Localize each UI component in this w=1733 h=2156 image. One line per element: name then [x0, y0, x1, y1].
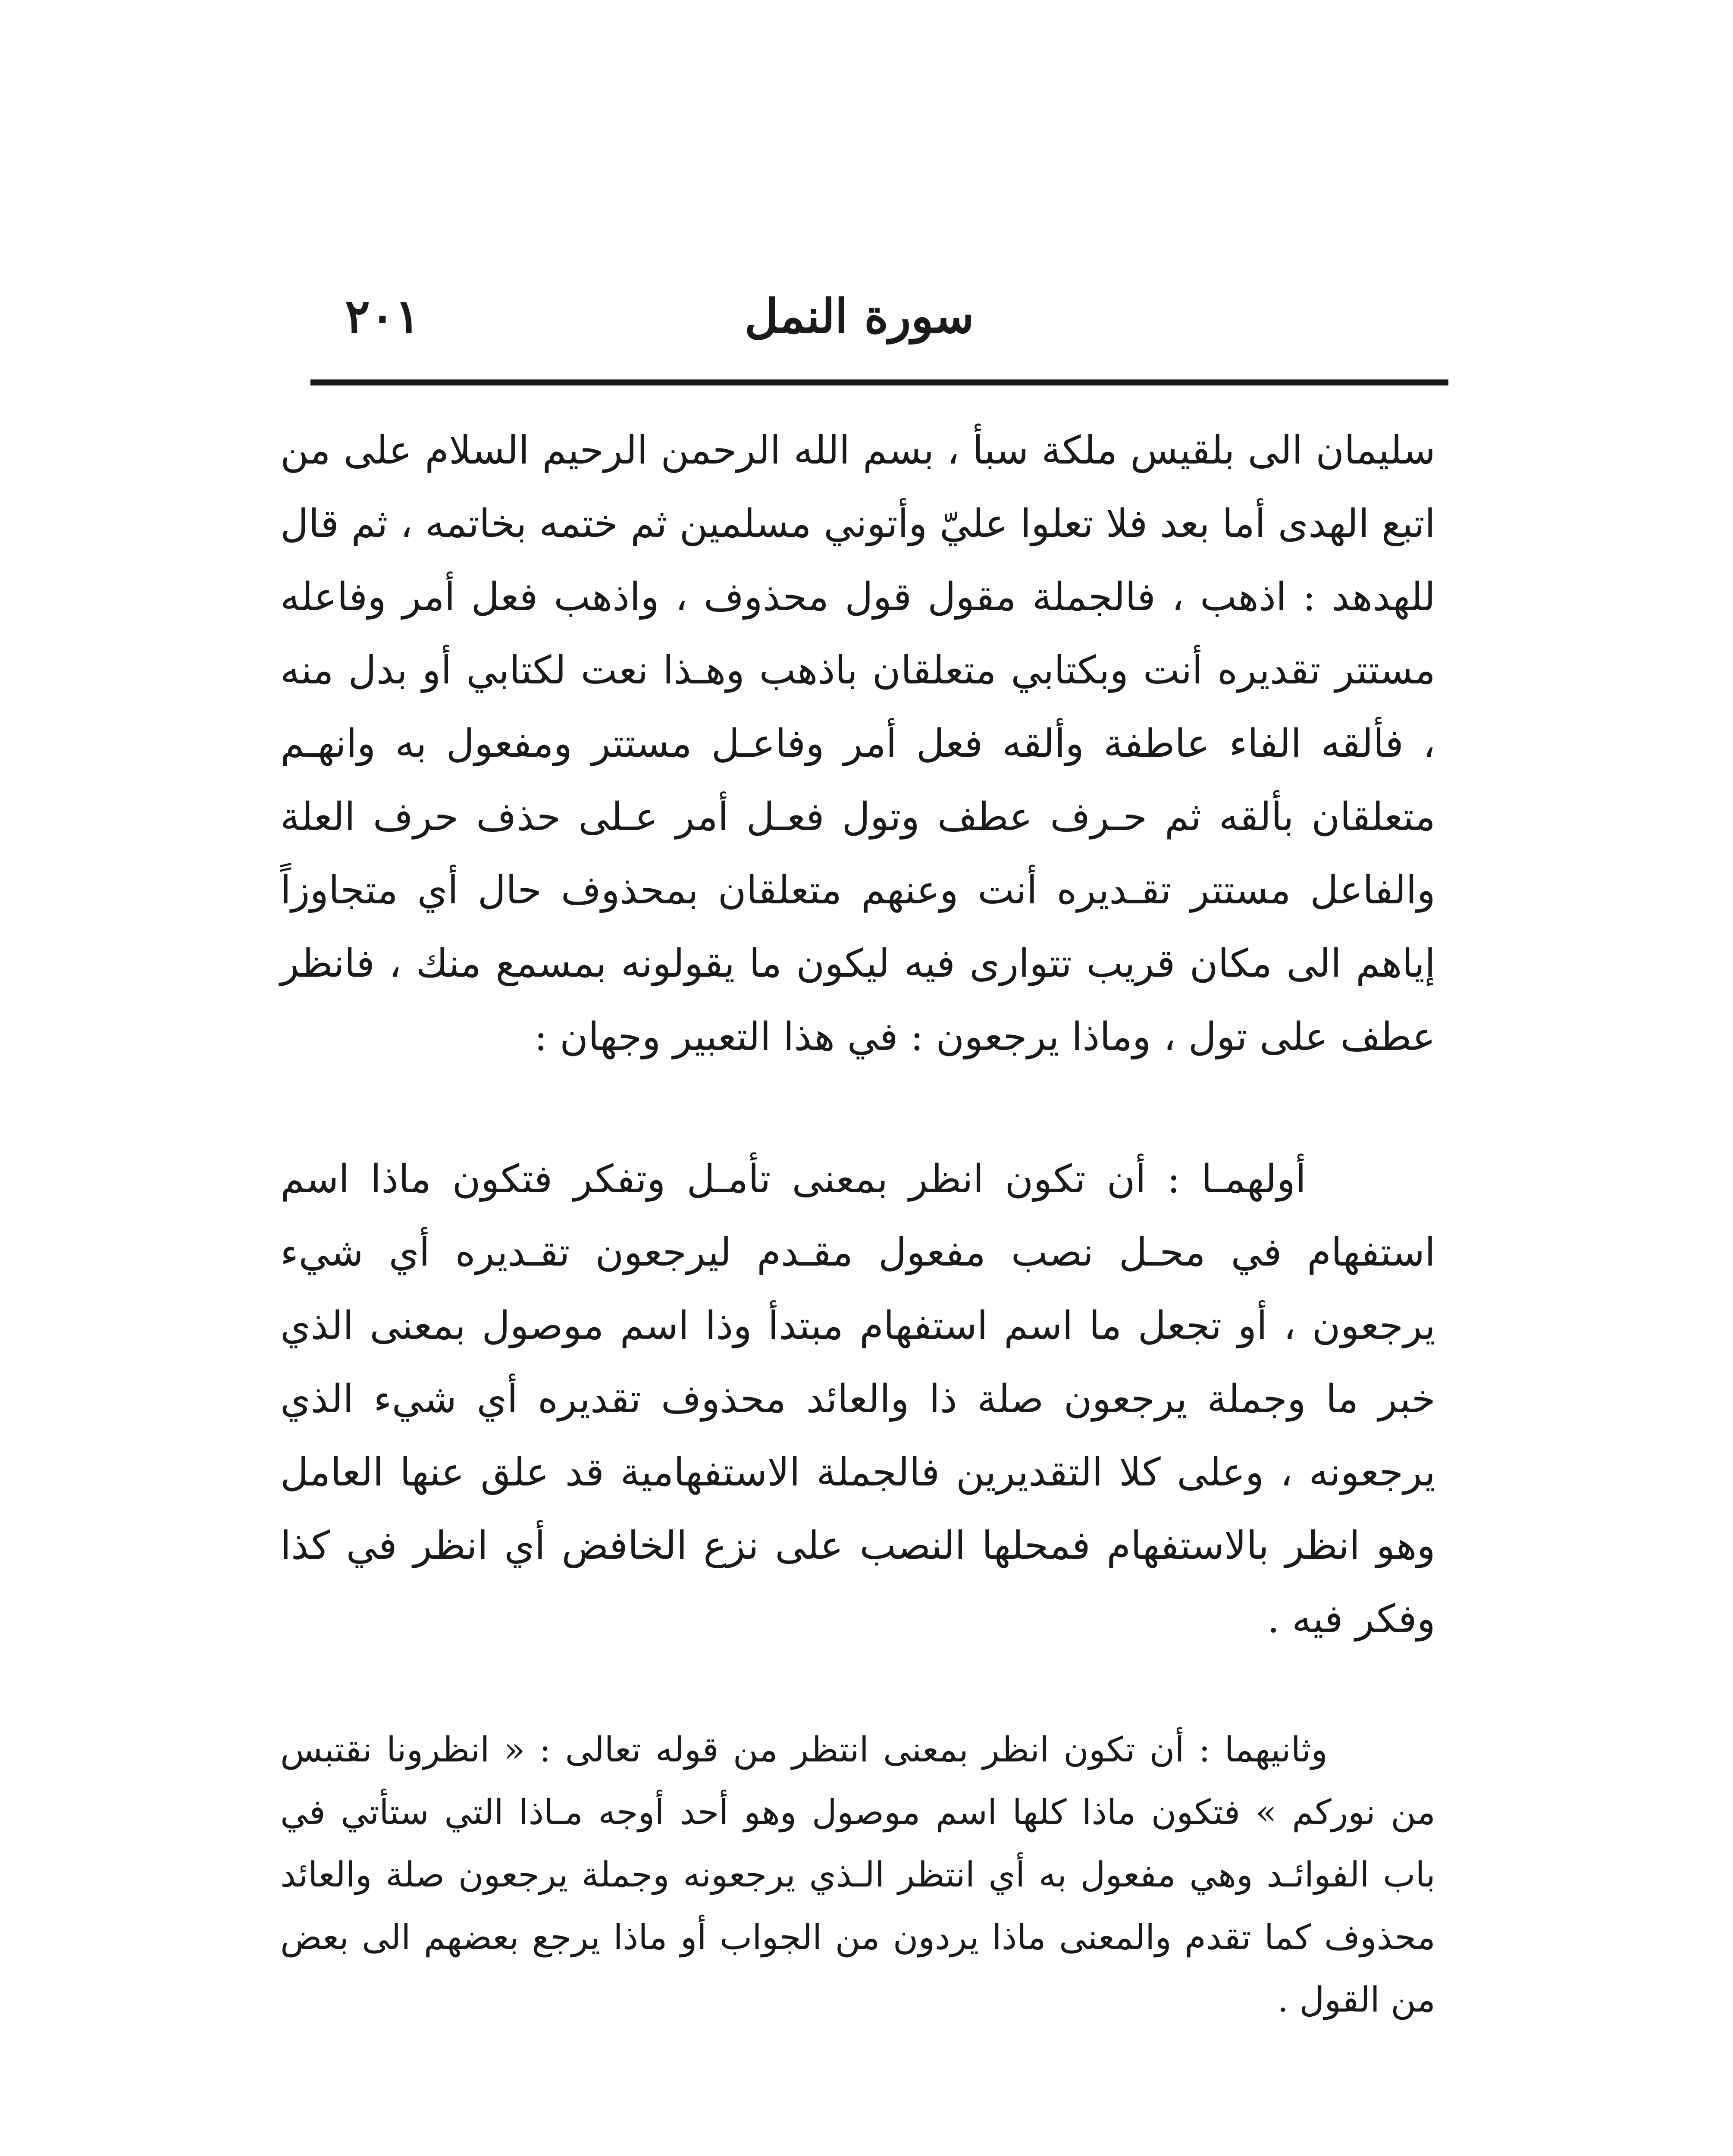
header-divider — [310, 379, 1448, 385]
paragraph-intro: سليمان الى بلقيس ملكة سبأ ، بسم الله الرحمن الرحيم السلام على من اتبع الهدى أما بعد فلا تعلوا عليّ وأتوني مسلمين ثم ختمه بخاتمه ، ثم قال للهدهد : اذهب ، فالجملة مقول قول محذوف ، واذهب فعل أمر وفاعله مستتر تقديره أنت وبكتابي متعلقان باذهب وهـذا نعت لكتابي أو بدل منه ، فألقه الفاء عاطفة وألقه فعل أمر وفاعـل مستتر ومفعول به وانهـم متعلقان بألقه ثم حـرف عطف وتول فعـل أمر عـلى حذف حرف العلة والفاعل مستتر تقـديره أنت وعنهم متعلقان بمحذوف حال أي متجاوزاً إياهم الى مكان قريب تتوارى فيه ليكون ما يقولونه بمسمع منك ، فانظر عطف على تول ، وماذا يرجعون : في هذا التعبير وجهان : — [280, 428, 1435, 1059]
page-number: ٢٠١ — [345, 289, 420, 344]
paragraph-second-aspect: وثانيهما : أن تكون انظر بمعنى انتظر من قوله تعالى : « انظرونا نقتبس من نوركم » فتكون ماذا كلها اسم موصول وهو أحد أوجه مـاذا التي ستأتي في باب الفوائـد وهي مفعول به أي انتظر الـذي يرجعونه وجملة يرجعون صلة والعائد محذوف كما تقدم والمعنى ماذا يردون من الجواب أو ماذا يرجع بعضهم الى بعض من القول . — [280, 1730, 1435, 2020]
page-body — [280, 414, 1435, 2031]
surah-title: سورة النمل — [744, 289, 974, 344]
page-header — [310, 276, 1448, 362]
paragraph-first-aspect: أولهمـا : أن تكون انظر بمعنى تأمـل وتفكر فتكون ماذا اسم استفهام في محـل نصب مفعول مقـدم ليرجعون تقـديره أي شيء يرجعون ، أو تجعل ما اسم استفهام مبتدأ وذا اسم موصول بمعنى الذي خبر ما وجملة يرجعون صلة ذا والعائد محذوف تقديره أي شيء الذي يرجعونه ، وعلى كلا التقديرين فالجملة الاستفهامية قد علق عنها العامل وهو انظر بالاستفهام فمحلها النصب على نزع الخافض أي انظر في كذا وفكر فيه . — [280, 1156, 1435, 1642]
